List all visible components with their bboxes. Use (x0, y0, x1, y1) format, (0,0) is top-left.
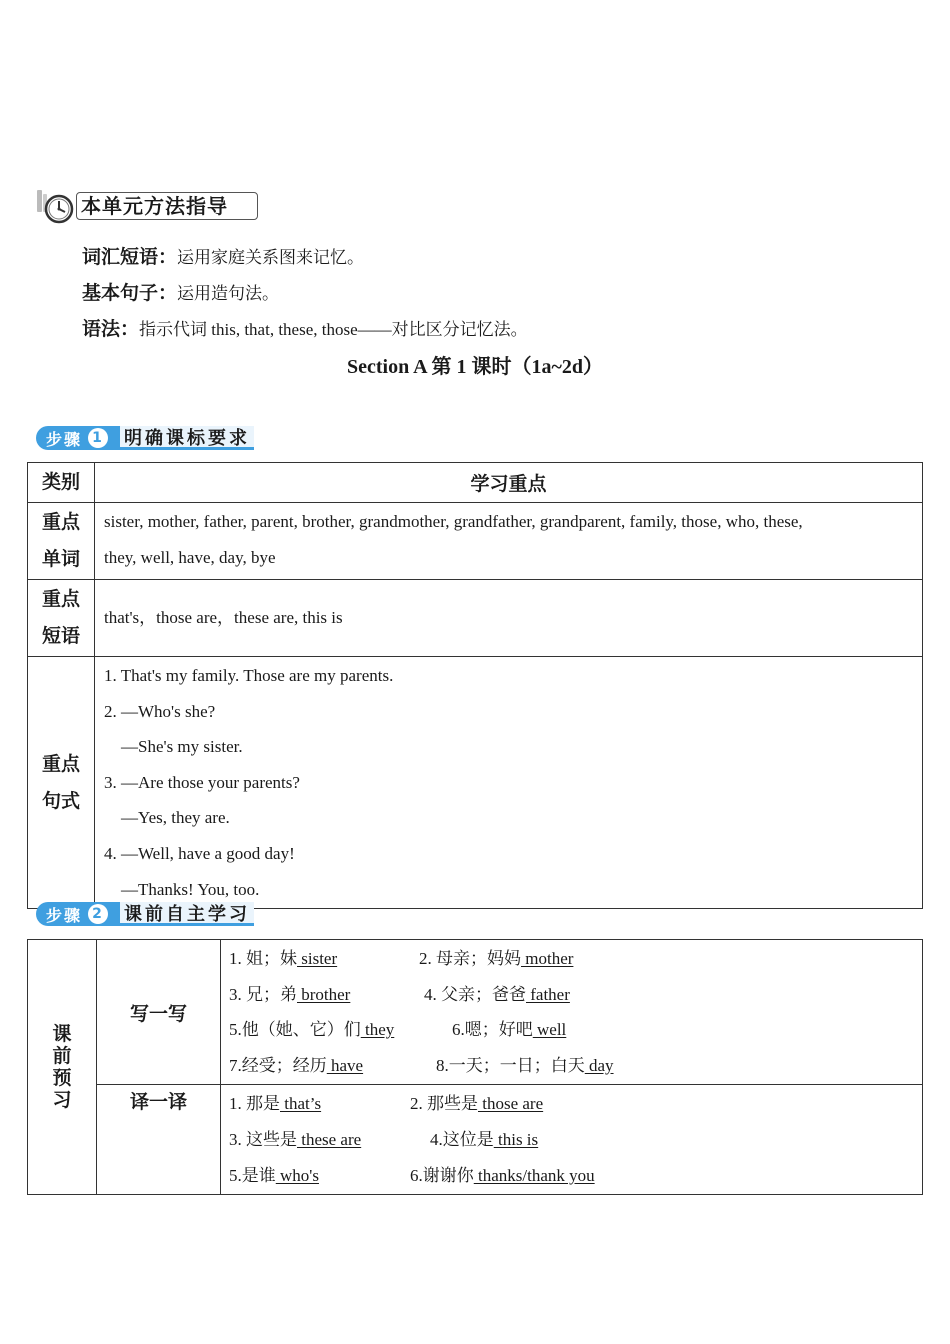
sentence-line: 4. —Well, have a good day! (104, 843, 295, 863)
side-char: 习 (52, 1089, 72, 1112)
vocab-label: 词汇短语： (82, 246, 178, 268)
question: 4.这位是 (430, 1129, 494, 1149)
method-guide-title: 本单元方法指导 (76, 192, 258, 220)
grammar-text: 指示代词 this, that, these, those——对比区分记忆法。 (139, 320, 528, 339)
answer: day (584, 1055, 614, 1075)
preview-table (27, 939, 923, 1195)
question: 5.他（她、它）们 (229, 1020, 361, 1040)
step2-left (36, 902, 120, 926)
write-row (28, 940, 923, 1085)
question: 5.是谁 (229, 1165, 276, 1185)
list-item (229, 941, 921, 977)
vocab-text: 运用家庭关系图来记忆。 (177, 248, 365, 267)
answer: well (532, 1020, 567, 1040)
sentence-line: —She's my sister. (104, 737, 243, 757)
answer: father (526, 984, 570, 1004)
answer: that’s (280, 1094, 322, 1114)
step1-left-label: 步骤 (46, 429, 83, 449)
phrases-content (95, 580, 923, 657)
step1-left (36, 426, 120, 450)
write-items (221, 940, 923, 1085)
side-char: 课 (52, 1023, 72, 1046)
sentence-line: —Thanks! You, too. (104, 879, 260, 899)
question: 2. 母亲；妈妈 (419, 949, 521, 968)
sentences-category-line2: 句式 (41, 789, 80, 812)
table-row-sentences (28, 657, 923, 909)
grammar-method-line (82, 314, 528, 341)
answer: these are (297, 1129, 362, 1149)
method-guide-header (34, 188, 256, 224)
sentences-category-line1: 重点 (41, 752, 80, 775)
answer: those are (478, 1094, 544, 1114)
write-label: 写一写 (97, 940, 221, 1085)
words-category-line2: 单词 (41, 548, 80, 570)
section-title: Section A 第 1 课时（1a~2d） (347, 356, 603, 378)
preview-side-label (28, 940, 97, 1195)
words-content (95, 503, 923, 580)
answer: this is (493, 1129, 539, 1149)
words-category-line1: 重点 (41, 511, 80, 533)
translate-items (221, 1085, 923, 1195)
question: 6.谢谢你 (410, 1165, 474, 1185)
words-line2: they, well, have, day, bye (104, 547, 276, 567)
step2-title: 课前自主学习 (120, 902, 254, 926)
grammar-label: 语法： (82, 318, 140, 340)
phrases-category-line1: 重点 (41, 588, 80, 610)
sentences-category (28, 657, 95, 909)
answer: who's (275, 1165, 319, 1185)
translate-label: 译一译 (97, 1085, 221, 1195)
question: 3. 这些是 (229, 1129, 297, 1149)
words-line1: sister, mother, father, parent, brother, grandmother, grandfather, grandparent, family, those, who, these, (104, 512, 803, 531)
curriculum-requirements-table (27, 462, 923, 909)
table-header-row (28, 463, 923, 503)
question: 2. 那些是 (410, 1094, 478, 1114)
step2-left-label: 步骤 (46, 905, 83, 925)
table-row-words (28, 503, 923, 580)
phrases-text: that's，those are，these are, this is (104, 608, 343, 628)
sentences-content (95, 657, 923, 909)
list-item (229, 1012, 921, 1048)
sentence-line: —Yes, they are. (104, 808, 230, 828)
answer: thanks/thank you (473, 1165, 595, 1185)
side-char: 前 (52, 1045, 72, 1068)
sentence-line: 1. That's my family. Those are my parents. (104, 666, 394, 685)
question: 1. 姐；妹 (229, 949, 297, 968)
question: 4. 父亲；爸爸 (424, 984, 526, 1004)
words-category (28, 503, 95, 580)
question: 6.嗯；好吧 (452, 1020, 533, 1040)
list-item (229, 1048, 921, 1084)
answer: have (326, 1055, 364, 1075)
sentence-line: 3. —Are those your parents? (104, 772, 300, 792)
header-category: 类别 (28, 463, 95, 503)
sentence-line: 2. —Who's she? (104, 701, 216, 721)
step1-number: 1 (88, 428, 108, 448)
vocab-method-line (82, 242, 364, 269)
question: 7.经受；经历 (229, 1055, 327, 1075)
translate-row (28, 1085, 923, 1195)
table-row-phrases (28, 580, 923, 657)
sentence-label: 基本句子： (82, 282, 178, 304)
phrases-category (28, 580, 95, 657)
step1-badge (36, 426, 254, 450)
clock-icon (34, 188, 76, 224)
list-item (229, 1122, 921, 1158)
side-char: 预 (52, 1067, 72, 1090)
header-focus: 学习重点 (95, 463, 923, 503)
step2-badge (36, 902, 254, 926)
answer: sister (297, 949, 338, 968)
question: 3. 兄；弟 (229, 984, 297, 1004)
list-item (229, 1086, 921, 1122)
answer: mother (521, 949, 574, 968)
step2-number: 2 (88, 904, 108, 924)
list-item (229, 1158, 921, 1194)
question: 1. 那是 (229, 1094, 280, 1114)
list-item (229, 977, 921, 1013)
sentence-method-line (82, 278, 279, 305)
sentence-text: 运用造句法。 (177, 284, 280, 303)
answer: they (360, 1020, 395, 1040)
answer: brother (297, 984, 351, 1004)
step1-title: 明确课标要求 (120, 426, 254, 450)
question: 8.一天；一日；白天 (436, 1055, 585, 1075)
phrases-category-line2: 短语 (41, 625, 80, 647)
